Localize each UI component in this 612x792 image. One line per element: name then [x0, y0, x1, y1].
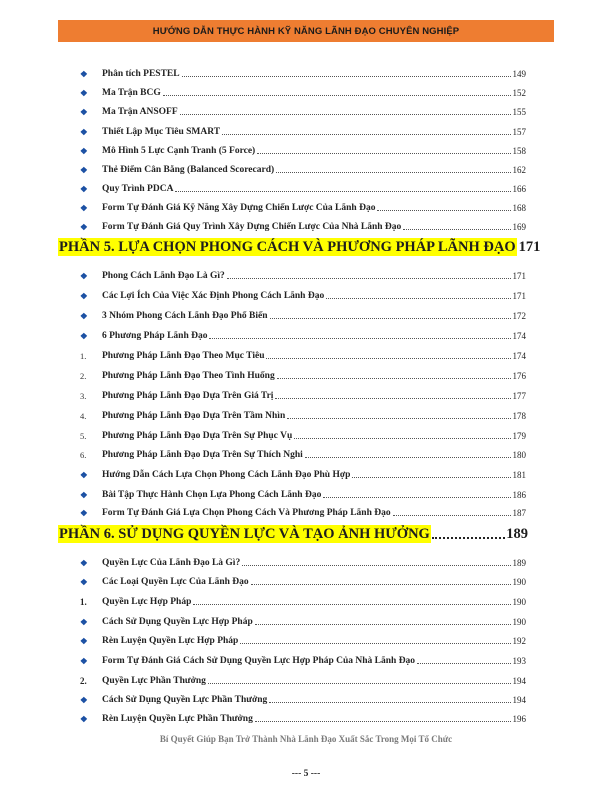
toc-entry-title: Form Tự Đánh Giá Kỹ Năng Xây Dựng Chiến Lược Của Lãnh Đạo: [102, 203, 376, 213]
dot-leader: [227, 278, 511, 279]
dot-leader: [163, 95, 511, 96]
dot-leader: [209, 338, 510, 339]
toc-entry-title: Cách Sử Dụng Quyền Lực Phần Thưởng: [102, 695, 268, 705]
bullet-diamond-icon: ❖: [80, 222, 88, 232]
toc-entry[interactable]: [80, 139, 526, 157]
toc-entry-page: 155: [512, 107, 526, 117]
toc-entry-title: Phong Cách Lãnh Đạo Là Gì?: [102, 271, 225, 281]
toc-entry-page: 186: [512, 490, 526, 500]
toc-entry[interactable]: [80, 404, 526, 422]
toc-entry-page: 177: [512, 391, 526, 401]
toc-entry[interactable]: [80, 100, 526, 118]
section-page: 171: [518, 239, 541, 255]
bullet-diamond-icon: ❖: [80, 127, 88, 137]
list-number: 1.: [80, 597, 87, 607]
dot-leader: [393, 515, 511, 516]
dot-leader: [275, 398, 510, 399]
bullet-diamond-icon: ❖: [80, 714, 88, 724]
list-number: 5.: [80, 431, 87, 441]
toc-entry-page: 190: [512, 597, 526, 607]
toc-entry[interactable]: [80, 590, 526, 608]
bullet-diamond-icon: ❖: [80, 636, 88, 646]
dot-leader: [305, 457, 511, 458]
bullet-diamond-icon: ❖: [80, 184, 88, 194]
toc-entry[interactable]: [80, 215, 526, 233]
page-footer: Bí Quyết Giúp Bạn Trở Thành Nhà Lãnh Đạo Xuất Sắc Trong Mọi Tổ Chức: [159, 734, 453, 744]
toc-entry[interactable]: [80, 62, 526, 80]
toc-entry[interactable]: [80, 688, 526, 706]
toc-entry-title: 3 Nhóm Phong Cách Lãnh Đạo Phổ Biến: [102, 311, 268, 321]
toc-entry-title: Ma Trận ANSOFF: [102, 107, 178, 117]
dot-leader: [417, 663, 510, 664]
dot-leader: [240, 643, 510, 644]
toc-entry[interactable]: [80, 629, 526, 647]
bullet-diamond-icon: ❖: [80, 331, 88, 341]
toc-entry[interactable]: [80, 551, 526, 569]
toc-entry-title: Các Loại Quyền Lực Của Lãnh Đạo: [102, 577, 249, 587]
toc-entry-title: Bài Tập Thực Hành Chọn Lựa Phong Cách Lãnh Đạo: [102, 490, 322, 500]
toc-entry-title: Mô Hình 5 Lực Cạnh Tranh (5 Force): [102, 146, 256, 156]
bullet-diamond-icon: ❖: [80, 311, 88, 321]
section-title: PHẦN 6. SỬ DỤNG QUYỀN LỰC VÀ TẠO ẢNH HƯỞNG: [59, 526, 430, 542]
section-title: PHẦN 5. LỰA CHỌN PHONG CÁCH VÀ PHƯƠNG PHÁP LÃNH ĐẠO: [59, 239, 516, 255]
toc-entry[interactable]: [80, 120, 526, 138]
dot-leader: [251, 584, 511, 585]
list-number: 4.: [80, 411, 87, 421]
toc-entry[interactable]: [80, 196, 526, 214]
toc-entry[interactable]: [80, 424, 526, 442]
toc-entry[interactable]: [80, 344, 526, 362]
toc-entry-title: Các Lợi Ích Của Việc Xác Định Phong Cách Lãnh Đạo: [102, 291, 325, 301]
dot-leader: [242, 565, 510, 566]
toc-entry-page: 174: [512, 351, 526, 361]
dot-leader: [287, 418, 510, 419]
toc-entry-title: Rèn Luyện Quyền Lực Hợp Pháp: [102, 636, 239, 646]
bullet-diamond-icon: ❖: [80, 508, 88, 518]
toc-entry-page: 158: [512, 146, 526, 156]
dot-leader: [182, 76, 511, 77]
toc-entry-title: Quyền Lực Hợp Pháp: [102, 597, 192, 607]
toc-entry[interactable]: [80, 669, 526, 687]
toc-entry-page: 149: [512, 69, 526, 79]
toc-entry[interactable]: [80, 284, 526, 302]
list-number: 2.: [80, 371, 87, 381]
toc-entry[interactable]: [80, 324, 526, 342]
toc-entry-page: 190: [512, 617, 526, 627]
dot-leader: [326, 298, 510, 299]
toc-entry-title: 6 Phương Pháp Lãnh Đạo: [102, 331, 208, 341]
dot-leader: [266, 358, 510, 359]
toc-entry-title: Thiết Lập Mục Tiêu SMART: [102, 127, 221, 137]
bullet-diamond-icon: ❖: [80, 165, 88, 175]
dot-leader: [352, 477, 510, 478]
toc-entry-title: Thẻ Điểm Cân Bằng (Balanced Scorecard): [102, 165, 275, 175]
dot-leader: [222, 134, 510, 135]
toc-entry-page: 194: [512, 695, 526, 705]
toc-entry-page: 193: [512, 656, 526, 666]
toc-entry-page: 190: [512, 577, 526, 587]
toc-entry-page: 162: [512, 165, 526, 175]
toc-entry-page: 176: [512, 371, 526, 381]
toc-entry[interactable]: [80, 304, 526, 322]
toc-entry-title: Rèn Luyện Quyền Lực Phần Thưởng: [102, 714, 253, 724]
header-title: HƯỚNG DẪN THỰC HÀNH KỸ NĂNG LÃNH ĐẠO CHUYÊN NGHIỆP: [152, 25, 460, 37]
toc-entry-title: Phương Pháp Lãnh Đạo Theo Mục Tiêu: [102, 351, 265, 361]
toc-entry[interactable]: [80, 443, 526, 461]
toc-entry-page: 171: [512, 271, 526, 281]
list-number: 2.: [80, 676, 87, 686]
toc-entry-page: 181: [512, 470, 526, 480]
bullet-diamond-icon: ❖: [80, 490, 88, 500]
bullet-diamond-icon: ❖: [80, 558, 88, 568]
toc-entry-title: Form Tự Đánh Giá Lựa Chọn Phong Cách Và Phương Pháp Lãnh Đạo: [102, 508, 391, 518]
bullet-diamond-icon: ❖: [80, 577, 88, 587]
toc-entry-title: Ma Trận BCG: [102, 88, 161, 98]
toc-entry-title: Phương Pháp Lãnh Đạo Dựa Trên Sự Phục Vụ: [102, 431, 293, 441]
bullet-diamond-icon: ❖: [80, 146, 88, 156]
dot-leader: [255, 721, 511, 722]
dot-leader: [180, 114, 511, 115]
dot-leader: [294, 438, 510, 439]
dot-leader: [432, 537, 505, 539]
toc-entry[interactable]: [80, 384, 526, 402]
toc-entry-title: Quyền Lực Phần Thưởng: [102, 676, 206, 686]
bullet-diamond-icon: ❖: [80, 88, 88, 98]
bullet-diamond-icon: ❖: [80, 271, 88, 281]
bullet-diamond-icon: ❖: [80, 470, 88, 480]
bullet-diamond-icon: ❖: [80, 617, 88, 627]
toc-entry[interactable]: [80, 177, 526, 195]
section-heading-part-6[interactable]: [58, 521, 528, 543]
toc-entry-title: Form Tự Đánh Giá Quy Trình Xây Dựng Chiến Lược Của Nhà Lãnh Đạo: [102, 222, 402, 232]
dot-leader: [323, 497, 510, 498]
toc-entry-page: 194: [512, 676, 526, 686]
toc-entry-page: 192: [512, 636, 526, 646]
toc-entry[interactable]: [80, 610, 526, 628]
toc-entry[interactable]: [80, 81, 526, 99]
dot-leader: [276, 172, 510, 173]
dot-leader: [277, 378, 511, 379]
list-number: 3.: [80, 391, 87, 401]
toc-entry-page: 189: [512, 558, 526, 568]
toc-entry-title: Cách Sử Dụng Quyền Lực Hợp Pháp: [102, 617, 253, 627]
toc-entry[interactable]: [80, 570, 526, 588]
toc-entry-page: 171: [512, 291, 526, 301]
toc-entry[interactable]: [80, 264, 526, 282]
dot-leader: [193, 604, 510, 605]
dot-leader: [270, 318, 511, 319]
section-page: 189: [506, 526, 528, 542]
dot-leader: [208, 683, 511, 684]
toc-entry[interactable]: [80, 707, 526, 725]
toc-entry[interactable]: [80, 158, 526, 176]
toc-entry-page: 178: [512, 411, 526, 421]
toc-entry-title: Phương Pháp Lãnh Đạo Theo Tình Huống: [102, 371, 275, 381]
toc-entry-title: Phương Pháp Lãnh Đạo Dựa Trên Giá Trị: [102, 391, 274, 401]
toc-entry-page: 174: [512, 331, 526, 341]
toc-entry[interactable]: [80, 501, 526, 519]
list-number: 1.: [80, 351, 87, 361]
toc-entry-page: 172: [512, 311, 526, 321]
dot-leader: [255, 624, 511, 625]
toc-entry-page: 196: [512, 714, 526, 724]
toc-entry-title: Quyền Lực Của Lãnh Đạo Là Gì?: [102, 558, 241, 568]
toc-entry-title: Phân tích PESTEL: [102, 69, 180, 79]
section-heading-part-5[interactable]: [58, 234, 541, 256]
toc-entry-page: 169: [512, 222, 526, 232]
toc-entry[interactable]: [80, 364, 526, 382]
dot-leader: [175, 191, 510, 192]
toc-entry[interactable]: [80, 483, 526, 501]
toc-entry-page: 179: [512, 431, 526, 441]
bullet-diamond-icon: ❖: [80, 656, 88, 666]
toc-entry-page: 166: [512, 184, 526, 194]
bullet-diamond-icon: ❖: [80, 291, 88, 301]
toc-entry-title: Hướng Dẫn Cách Lựa Chọn Phong Cách Lãnh Đạo Phù Hợp: [102, 470, 351, 480]
dot-leader: [377, 210, 510, 211]
toc-entry-title: Phương Pháp Lãnh Đạo Dựa Trên Tầm Nhìn: [102, 411, 286, 421]
bullet-diamond-icon: ❖: [80, 203, 88, 213]
toc-entry-title: Phương Pháp Lãnh Đạo Dựa Trên Sự Thích Nghi: [102, 450, 303, 460]
toc-entry-page: 157: [512, 127, 526, 137]
dot-leader: [257, 153, 510, 154]
toc-entry-title: Form Tự Đánh Giá Cách Sử Dụng Quyền Lực Hợp Pháp Của Nhà Lãnh Đạo: [102, 656, 416, 666]
dot-leader: [403, 229, 510, 230]
toc-entry-page: 180: [512, 450, 526, 460]
document-header: [58, 20, 554, 42]
toc-entry-title: Quy Trình PDCA: [102, 184, 174, 194]
bullet-diamond-icon: ❖: [80, 695, 88, 705]
toc-entry-page: 187: [512, 508, 526, 518]
bullet-diamond-icon: ❖: [80, 69, 88, 79]
page-number: --- 5 ---: [291, 769, 321, 779]
toc-entry[interactable]: [80, 463, 526, 481]
toc-entry[interactable]: [80, 649, 526, 667]
list-number: 6.: [80, 450, 87, 460]
toc-entry-page: 168: [512, 203, 526, 213]
bullet-diamond-icon: ❖: [80, 107, 88, 117]
dot-leader: [269, 702, 510, 703]
toc-entry-page: 152: [512, 88, 526, 98]
